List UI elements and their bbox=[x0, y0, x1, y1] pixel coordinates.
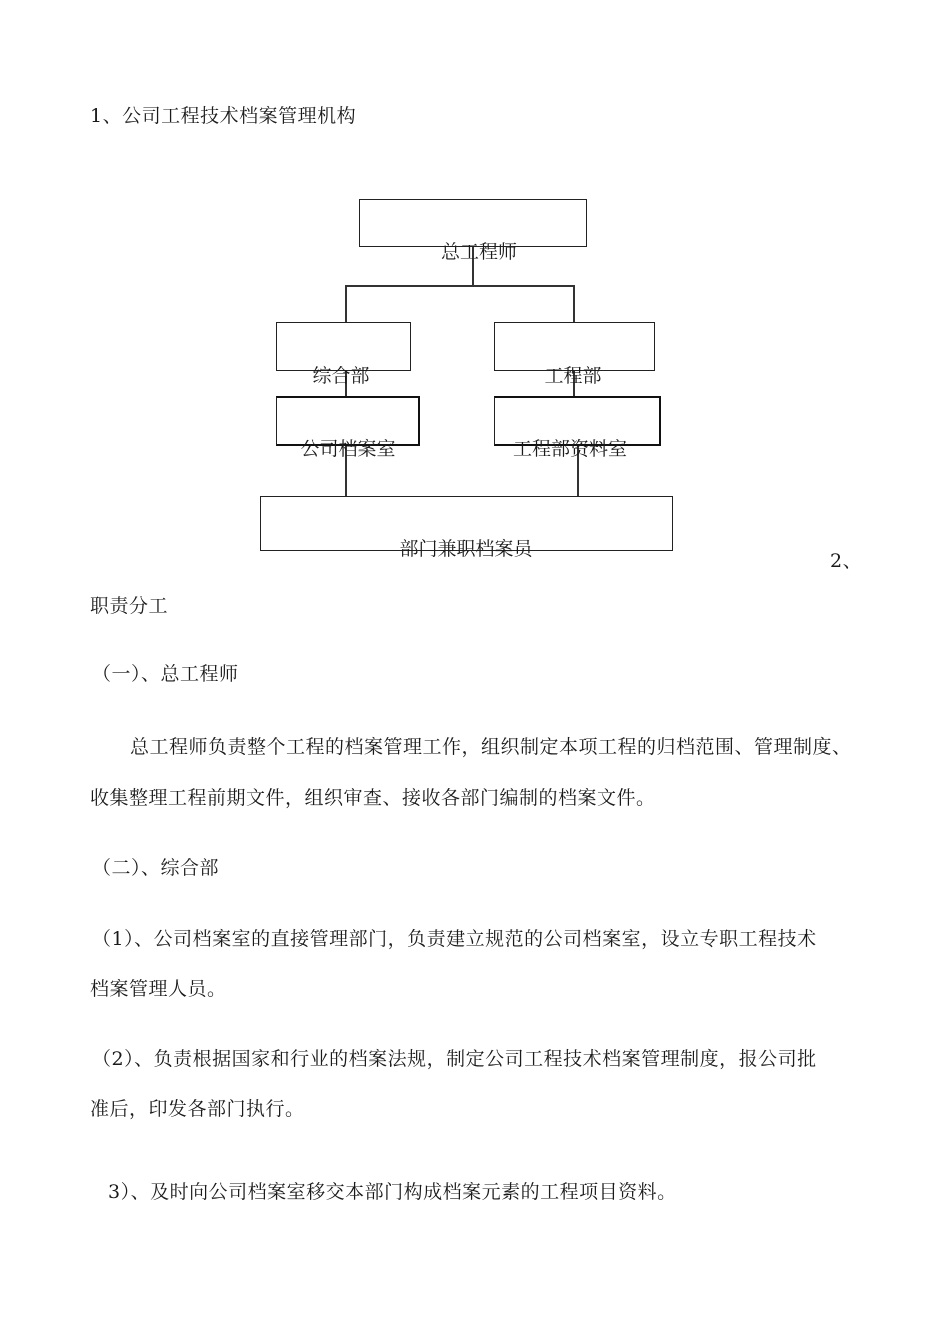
org-label-company-archive: 公司档案室 bbox=[300, 438, 396, 460]
list-item-2-line: 准后，印发各部门执行。 bbox=[90, 1098, 305, 1120]
org-label-dept-archivist: 部门兼职档案员 bbox=[399, 538, 533, 560]
section-heading-1: 1、公司工程技术档案管理机构 bbox=[90, 105, 357, 127]
org-label-engineering-dept: 工程部 bbox=[544, 365, 602, 387]
connector-line bbox=[345, 285, 574, 287]
org-label-eng-archive: 工程部资料室 bbox=[512, 438, 628, 460]
list-item-1-line: 档案管理人员。 bbox=[90, 978, 227, 1000]
paragraph-line: 收集整理工程前期文件，组织审查、接收各部门编制的档案文件。 bbox=[90, 787, 656, 809]
org-label-general-dept: 综合部 bbox=[312, 365, 370, 387]
section-heading-2-number: 2、 bbox=[830, 550, 863, 572]
paragraph-line: 总工程师负责整个工程的档案管理工作，组织制定本项工程的归档范围、管理制度、 bbox=[130, 736, 852, 758]
org-label-chief: 总工程师 bbox=[440, 241, 518, 263]
list-item-2-line: （2）、负责根据国家和行业的档案法规，制定公司工程技术档案管理制度，报公司批 bbox=[92, 1048, 817, 1070]
section-heading-2: 职责分工 bbox=[90, 595, 169, 617]
connector-line bbox=[573, 285, 575, 323]
subsection-title-chief: （一）、总工程师 bbox=[92, 663, 239, 685]
subsection-title-general-dept: （二）、综合部 bbox=[92, 857, 220, 879]
connector-line bbox=[345, 285, 347, 323]
list-item-1-line: （1）、公司档案室的直接管理部门，负责建立规范的公司档案室，设立专职工程技术 bbox=[92, 928, 817, 950]
list-item-3: 3）、及时向公司档案室移交本部门构成档案元素的工程项目资料。 bbox=[108, 1181, 677, 1203]
